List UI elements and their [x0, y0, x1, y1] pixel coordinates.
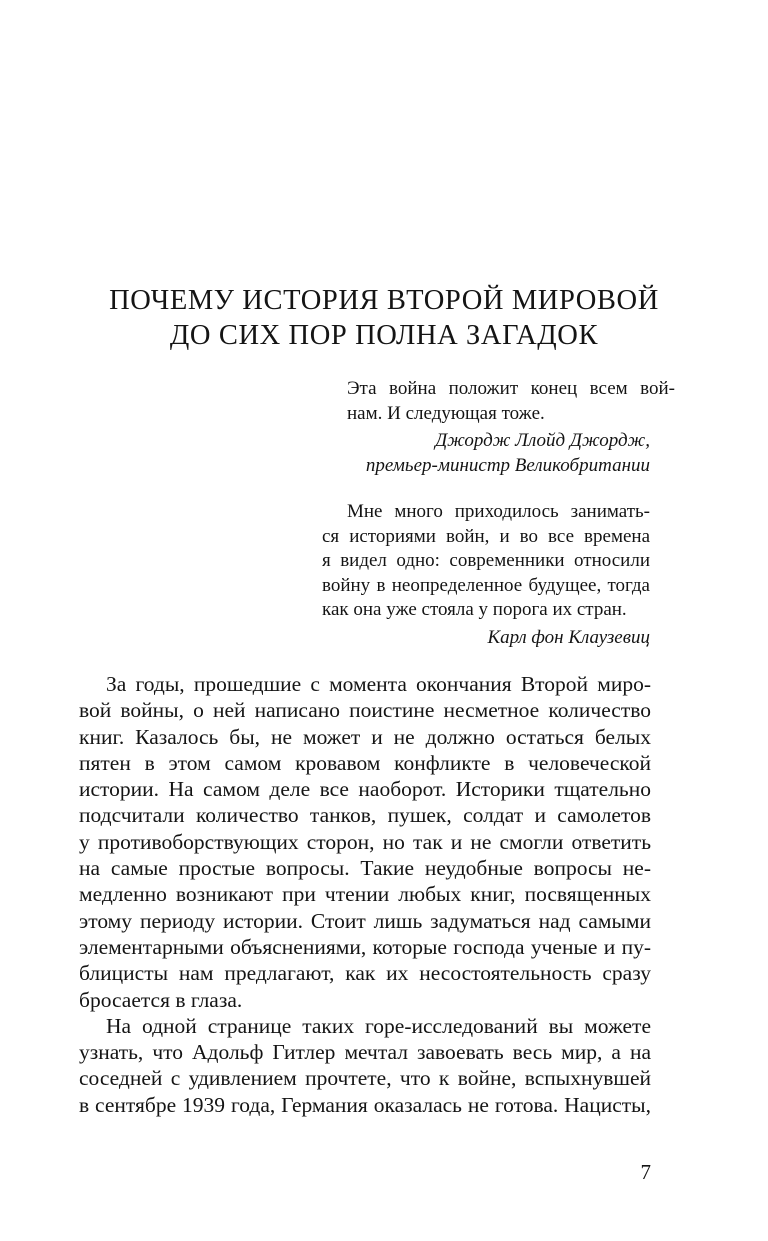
text-line: соседней с удивлением прочтете, что к войне, вспыхнувшей	[79, 1066, 651, 1091]
epigraph-quote	[322, 500, 650, 623]
text-line: элементарными объяснениями, которые господа ученые и пу-	[79, 934, 651, 959]
epigraph-author	[322, 626, 650, 651]
text-line: подсчитали количество танков, пушек, солдат и самолетов	[79, 803, 651, 828]
epigraph-line: я видел одно: современники относили	[322, 550, 650, 571]
text-line: пятен в этом самом кровавом конфликте в человеческой	[79, 750, 651, 775]
text-line: этому периоду истории. Стоит лишь задуматься над самыми	[79, 908, 651, 933]
text-line: вой войны, о ней написано поистине несметное количество	[79, 698, 651, 723]
epigraph-line: нам. И следующая тоже.	[347, 402, 545, 424]
paragraph	[79, 1013, 651, 1118]
epigraph-lloyd-george	[322, 377, 675, 478]
text-line: истории. На самом деле все наоборот. Историки тщательно	[79, 777, 651, 802]
paragraph	[79, 671, 651, 1013]
chapter-title-line: ПОЧЕМУ ИСТОРИЯ ВТОРОЙ МИРОВОЙ	[109, 285, 659, 316]
epigraph-author-line: Карл фон Клаузевиц	[487, 626, 650, 648]
epigraph-line: Мне много приходилось занимать-	[347, 501, 650, 522]
epigraph-line: как она уже стояла у порога их стран.	[322, 599, 627, 620]
text-line: На одной странице таких горе-исследований вы можете	[106, 1013, 651, 1038]
chapter-title	[80, 283, 688, 353]
text-line: медленно возникают при чтении любых книг, посвященных	[79, 882, 651, 907]
chapter-title-line: ДО СИХ ПОР ПОЛНА ЗАГАДОК	[169, 320, 599, 351]
epigraph-author	[322, 429, 650, 478]
text-line: За годы, прошедшие с момента окончания Второй миро-	[106, 672, 651, 696]
epigraph-line: Эта война положит конец всем вой-	[347, 378, 675, 399]
text-line: на самые простые вопросы. Такие неудобные вопросы не-	[79, 856, 651, 881]
epigraph-line: ся историями войн, и во все времена	[322, 525, 650, 547]
epigraph-author-line: премьер-министр Великобритании	[365, 454, 650, 476]
text-line: узнать, что Адольф Гитлер мечтал завоевать весь мир, а на	[79, 1040, 651, 1065]
epigraph-quote	[322, 377, 675, 426]
epigraph-clausewitz	[322, 500, 650, 650]
text-line: у противоборствующих сторон, но так и не смогли ответить	[79, 829, 651, 854]
text-line: бросается в глаза.	[79, 987, 243, 1012]
epigraph-line: войну в неопределенное будущее, тогда	[322, 574, 650, 596]
body-text	[79, 671, 651, 1118]
page-number: 7	[640, 1160, 651, 1184]
text-line: блицисты нам предлагают, как их несостоятельность сразу	[79, 961, 651, 986]
text-line: книг. Казалось бы, не может и не должно остаться белых	[79, 724, 651, 749]
text-line: в сентябре 1939 года, Германия оказалась не готова. Нацисты,	[79, 1092, 651, 1117]
epigraph-author-line: Джордж Ллойд Джордж,	[435, 430, 650, 451]
